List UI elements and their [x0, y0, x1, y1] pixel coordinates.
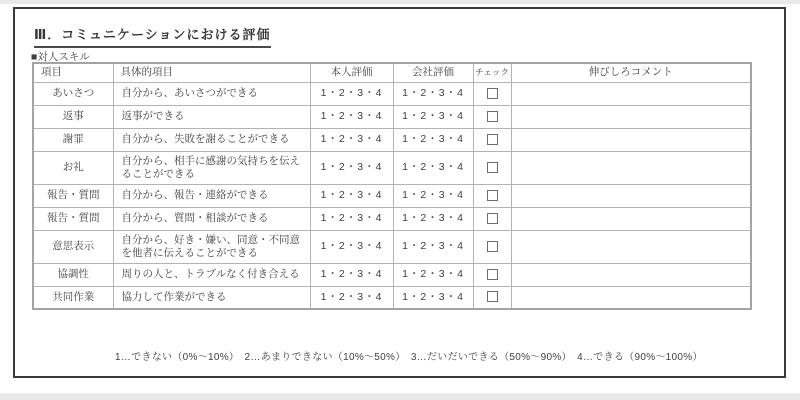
- checkbox[interactable]: [487, 134, 498, 145]
- detail-cell: 自分から、失敗を謝ることができる: [113, 128, 310, 151]
- top-edge-strip: [0, 0, 800, 4]
- table-header-row: [33, 63, 751, 82]
- check-cell: [473, 82, 511, 105]
- detail-cell: 自分から、相手に感謝の気持ちを伝えることができる: [113, 151, 310, 184]
- rating-legend: 1…できない（0%～10%） 2…あまりできない（10%～50%） 3…だいだいできる（50%～90%） 4…できる（90%～100%）: [115, 352, 703, 363]
- item-cell: 報告・質問: [33, 207, 113, 230]
- check-cell: [473, 151, 511, 184]
- check-cell: [473, 230, 511, 263]
- checkbox[interactable]: [487, 291, 498, 302]
- table-row: [33, 286, 751, 309]
- comment-cell[interactable]: [511, 105, 751, 128]
- bottom-edge-strip: [0, 393, 800, 400]
- document-page: [13, 7, 786, 378]
- col-header-check: チェック: [473, 63, 511, 82]
- item-cell: お礼: [33, 151, 113, 184]
- item-cell: 報告・質問: [33, 184, 113, 207]
- self-rating-cell[interactable]: 1・2・3・4: [310, 263, 393, 286]
- comment-cell[interactable]: [511, 128, 751, 151]
- table-row: [33, 151, 751, 184]
- company-rating-cell[interactable]: 1・2・3・4: [393, 105, 473, 128]
- check-cell: [473, 128, 511, 151]
- company-rating-cell[interactable]: 1・2・3・4: [393, 207, 473, 230]
- company-rating-cell[interactable]: 1・2・3・4: [393, 128, 473, 151]
- table-row: [33, 82, 751, 105]
- item-cell: 共同作業: [33, 286, 113, 309]
- self-rating-cell[interactable]: 1・2・3・4: [310, 184, 393, 207]
- evaluation-table: [32, 62, 752, 310]
- company-rating-cell[interactable]: 1・2・3・4: [393, 286, 473, 309]
- page-title: Ⅲ．コミュニケーションにおける評価: [34, 24, 271, 48]
- comment-cell[interactable]: [511, 184, 751, 207]
- detail-cell: 自分から、報告・連絡ができる: [113, 184, 310, 207]
- comment-cell[interactable]: [511, 151, 751, 184]
- self-rating-cell[interactable]: 1・2・3・4: [310, 207, 393, 230]
- detail-cell: 自分から、あいさつができる: [113, 82, 310, 105]
- col-header-self-rating: 本人評価: [310, 63, 393, 82]
- table-row: [33, 105, 751, 128]
- company-rating-cell[interactable]: 1・2・3・4: [393, 82, 473, 105]
- item-cell: 意思表示: [33, 230, 113, 263]
- table-row: [33, 230, 751, 263]
- self-rating-cell[interactable]: 1・2・3・4: [310, 230, 393, 263]
- item-cell: 協調性: [33, 263, 113, 286]
- table-row: [33, 207, 751, 230]
- checkbox[interactable]: [487, 269, 498, 280]
- checkbox[interactable]: [487, 111, 498, 122]
- section-label: ■対人スキル: [31, 51, 90, 63]
- detail-cell: 自分から、好き・嫌い、同意・不同意を他者に伝えることができる: [113, 230, 310, 263]
- comment-cell[interactable]: [511, 286, 751, 309]
- item-cell: 返事: [33, 105, 113, 128]
- detail-cell: 協力して作業ができる: [113, 286, 310, 309]
- col-header-item: 項目: [33, 63, 113, 82]
- item-cell: あいさつ: [33, 82, 113, 105]
- company-rating-cell[interactable]: 1・2・3・4: [393, 184, 473, 207]
- detail-cell: 返事ができる: [113, 105, 310, 128]
- self-rating-cell[interactable]: 1・2・3・4: [310, 105, 393, 128]
- comment-cell[interactable]: [511, 263, 751, 286]
- check-cell: [473, 184, 511, 207]
- comment-cell[interactable]: [511, 207, 751, 230]
- table-row: [33, 184, 751, 207]
- check-cell: [473, 105, 511, 128]
- check-cell: [473, 207, 511, 230]
- self-rating-cell[interactable]: 1・2・3・4: [310, 82, 393, 105]
- item-cell: 謝罪: [33, 128, 113, 151]
- self-rating-cell[interactable]: 1・2・3・4: [310, 128, 393, 151]
- col-header-detail: 具体的項目: [113, 63, 310, 82]
- table-row: [33, 263, 751, 286]
- comment-cell[interactable]: [511, 230, 751, 263]
- self-rating-cell[interactable]: 1・2・3・4: [310, 151, 393, 184]
- company-rating-cell[interactable]: 1・2・3・4: [393, 230, 473, 263]
- company-rating-cell[interactable]: 1・2・3・4: [393, 263, 473, 286]
- checkbox[interactable]: [487, 213, 498, 224]
- self-rating-cell[interactable]: 1・2・3・4: [310, 286, 393, 309]
- checkbox[interactable]: [487, 241, 498, 252]
- detail-cell: 自分から、質問・相談ができる: [113, 207, 310, 230]
- col-header-comment: 伸びしろコメント: [511, 63, 751, 82]
- comment-cell[interactable]: [511, 82, 751, 105]
- check-cell: [473, 286, 511, 309]
- detail-cell: 周りの人と、トラブルなく付き合える: [113, 263, 310, 286]
- company-rating-cell[interactable]: 1・2・3・4: [393, 151, 473, 184]
- checkbox[interactable]: [487, 190, 498, 201]
- checkbox[interactable]: [487, 162, 498, 173]
- checkbox[interactable]: [487, 88, 498, 99]
- table-row: [33, 128, 751, 151]
- check-cell: [473, 263, 511, 286]
- col-header-company-rating: 会社評価: [393, 63, 473, 82]
